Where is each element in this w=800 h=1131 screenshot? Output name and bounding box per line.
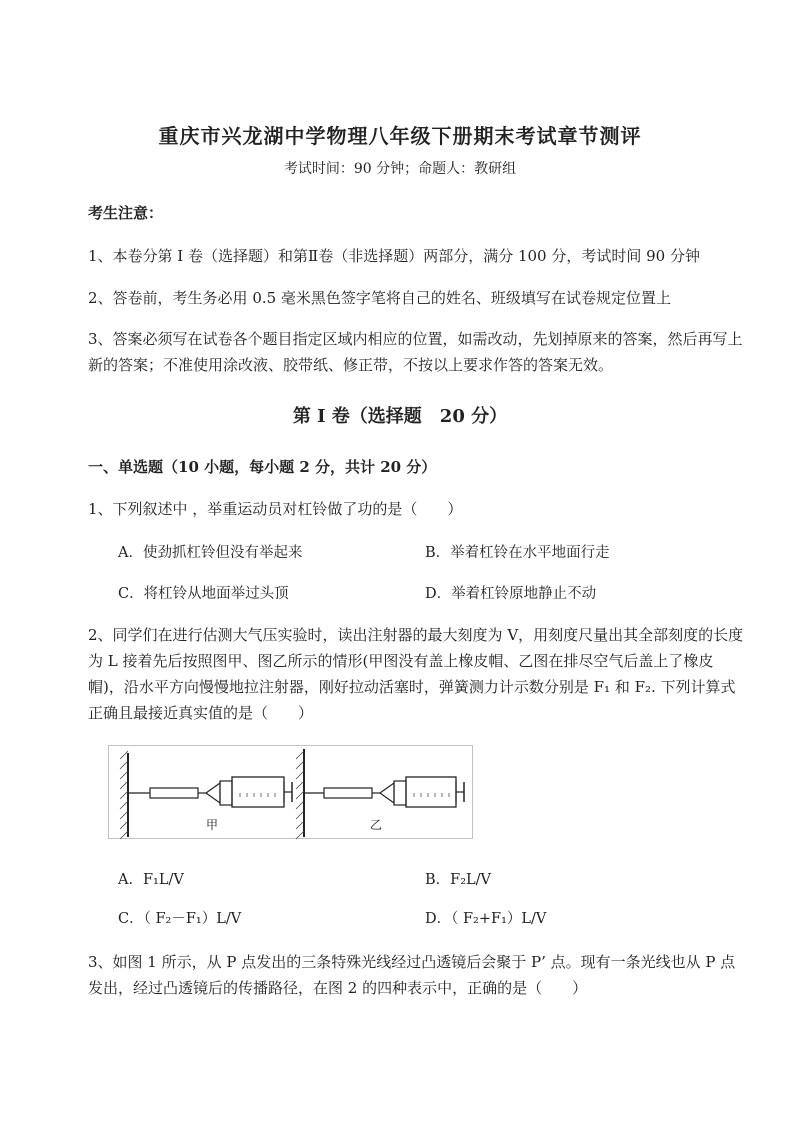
notice-item-1: 1、本卷分第 I 卷（选择题）和第Ⅱ卷（非选择题）两部分，满分 100 分，考试时间 90 分钟 <box>88 247 700 265</box>
question-1-option-a: A．使劲抓杠铃但没有举起来 <box>118 545 303 561</box>
question-1-option-c: C．将杠铃从地面举过头顶 <box>118 586 289 602</box>
figure-label-left: 甲 <box>206 818 219 832</box>
part-heading: 一、单选题（10 小题，每小题 2 分，共计 20 分） <box>88 458 437 476</box>
exam-title: 重庆市兴龙湖中学物理八年级下册期末考试章节测评 <box>158 124 642 148</box>
notice-item-3: 3、答案必须写在试卷各个题目指定区域内相应的位置，如需改动，先划掉原来的答案，然后再写上新的答案；不准使用涂改液、胶带纸、修正带，不按以上要求作答的答案无效。 <box>88 330 743 374</box>
question-1-option-d: D．举着杠铃原地静止不动 <box>425 586 597 602</box>
notice-item-2: 2、答卷前，考生务必用 0.5 毫米黑色签字笔将自己的姓名、班级填写在试卷规定位置上 <box>88 289 671 307</box>
question-2-option-d: D．（ F₂+F₁）L/V <box>425 911 547 927</box>
question-3-stem: 3、如图 1 所示，从 P 点发出的三条特殊光线经过凸透镜后会聚于 P’ 点。现有一条光线也从 P 点发出，经过凸透镜后的传播路径，在图 2 的四种表示中，正确的是（ ） <box>88 953 736 997</box>
question-1-stem: 1、下列叙述中 ，举重运动员对杠铃做了功的是（ ） <box>88 500 463 518</box>
exam-subtitle: 考试时间：90 分钟；命题人：教研组 <box>283 161 517 177</box>
syringe-figure <box>108 745 478 844</box>
section-title: 第 I 卷（选择题 20 分） <box>292 406 508 427</box>
question-2-option-c: C．（ F₂－F₁）L/V <box>118 911 242 927</box>
question-2-option-b: B．F₂L/V <box>425 872 492 888</box>
question-2-option-a: A．F₁L/V <box>118 872 184 888</box>
notice-heading: 考生注意： <box>88 204 164 222</box>
question-2-stem: 2、同学们在进行估测大气压实验时，读出注射器的最大刻度为 V，用刻度尺量出其全部刻度的长度为 L 接着先后按照图甲、图乙所示的情形(甲图没有盖上橡皮帽、乙图在排尽空气后盖上了橡皮帽)，沿水平方向慢慢地拉注射器，刚好拉动活塞时，弹簧测力计示数分别是 F₁ 和 F₂. 下列计算式正确且最接近真实值的是（ ） <box>88 626 744 722</box>
syringe-diagram <box>108 745 478 840</box>
figure-label-right: 乙 <box>370 818 383 832</box>
question-1-option-b: B．举着杠铃在水平地面行走 <box>425 545 610 561</box>
